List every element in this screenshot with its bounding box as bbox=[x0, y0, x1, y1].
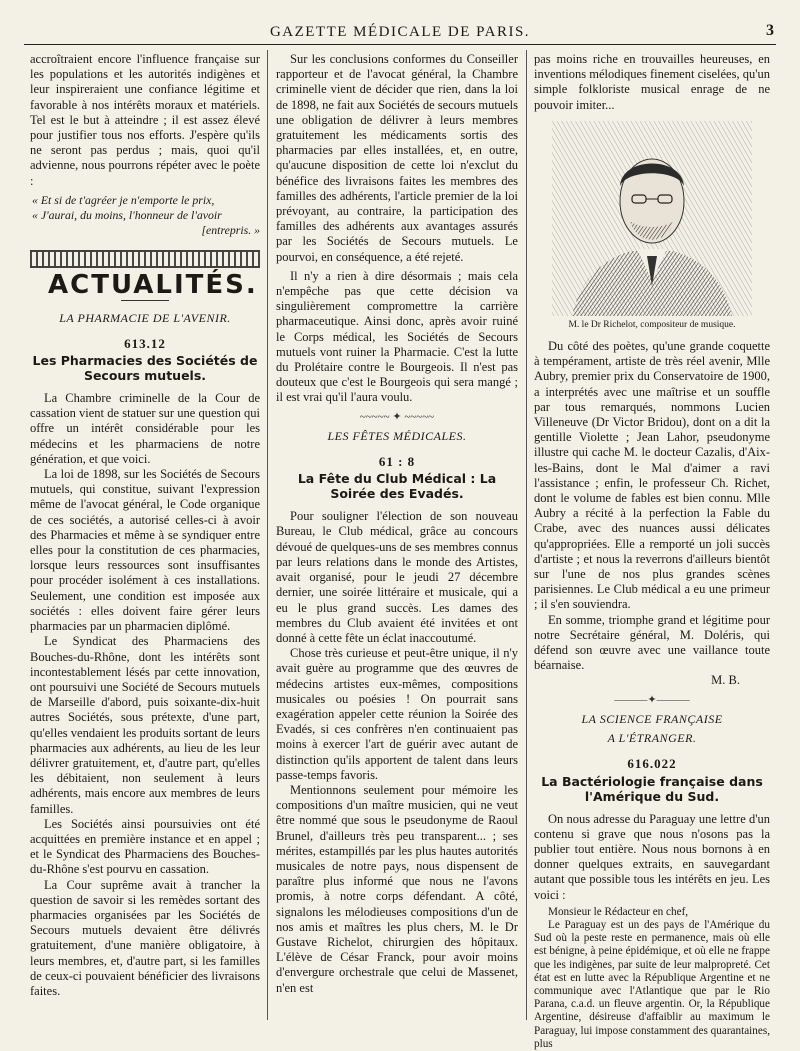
poem-line: « J'aurai, du moins, l'honneur de l'avoir bbox=[32, 208, 222, 223]
poem-line: [entrepris. » bbox=[201, 223, 260, 238]
divider-ornament: ~~~~~ ✦ ~~~~~ bbox=[359, 410, 435, 423]
column-divider bbox=[526, 50, 527, 1020]
portrait-caption: M. le Dr Richelot, compositeur de musique. bbox=[568, 319, 736, 330]
paragraph: pas moins riche en trouvailles heureuses, en inventions mélodiques finement ciselées, qu'un simple folkloriste musical enrage de ne pouvoir imiter... bbox=[534, 52, 770, 112]
signature: M. B. bbox=[711, 673, 740, 688]
section-title: LES FÊTES MÉDICALES. bbox=[327, 428, 467, 443]
column-3 bbox=[534, 52, 770, 1051]
paragraph: La loi de 1898, sur les Sociétés de Secours mutuels, qui constitue, suivant l'expression même de l'avocat général, le Code organique de ces sociétés, a autorisé celles-ci à avoir des Pharmacies et même à se syndiquer entre elles pour la constitution de ces pharmacies, lorsque leurs ressources sont insuffisantes pour procéder isolément à ces installations. Seulement, une condition est imposée aux sociétés : elles doivent faire gérer leurs pharmacies par un pharmacien diplômé. bbox=[30, 467, 260, 634]
header-rule bbox=[24, 44, 776, 45]
paragraph: On nous adresse du Paraguay une lettre d'un contenu si grave que nous n'osons pas la publier tout entière. Nous nous bornons à en donner quelques extraits, en sauvegardant autant que possible tous les intérêts en jeu. Les voici : bbox=[534, 811, 770, 902]
section-title: LA PHARMACIE DE L'AVENIR. bbox=[59, 310, 231, 325]
section-title-line: A L'ÉTRANGER. bbox=[607, 731, 697, 746]
article-number: 616.022 bbox=[627, 756, 677, 772]
paragraph: accroîtraient encore l'influence française sur les populations et les autorités indigènes et leur inspireraient une confiance légitime et favorable à nos intérêts moraux et matériels. Tel est le but à atteindre ; il est assez élevé pour justifier tous nos efforts. J'espère qu'ils ne seront pas perdus ; mais, quoi qu'il advienne, nous pourrons répéter avec le poète : bbox=[30, 52, 260, 188]
column-1 bbox=[30, 52, 260, 999]
article-number: 613.12 bbox=[124, 335, 166, 351]
letter-body: Le Paraguay est un des pays de l'Amérique du Sud où la peste reste en permanence, mais où elle est bénigne, à peine épidémique, et où elle ne frappe que les indigènes, par suite de leur malpropreté. Cet état est en lutte avec la République Argentine et ne communique avec l'Atlantique que par le Rio Parana, c.a.d. un fleuve argentin. Or, la République Argentine, désireuse d'affaiblir au maximum le Paraguay, lui impose constamment des quarantaines, plus bbox=[534, 918, 770, 1050]
journal-title: GAZETTE MÉDICALE DE PARIS. bbox=[269, 24, 531, 40]
page-header bbox=[20, 22, 780, 46]
paragraph: Le Syndicat des Pharmaciens des Bouches-du-Rhône, dont les intérêts sont incontestablement lésés par cette innovation, ont poursuivi une Société de Secours mutuels de Marseille d'abord, puis soixante-dix-huit autres Sociétés, sous prétexte, d'une part, qu'elles vendaient les produits sortant de leurs pharmacies aux adhérents, au lieu de les leur délivrer gratuitement, et, d'autre part, qu'elles les débitaient, non seulement à leurs adhérents, mais encore aux membres de leurs familles. bbox=[30, 634, 260, 816]
paragraph: En somme, triomphe grand et légitime pour notre Secrétaire général, M. Doléris, qui défend son œuvre avec une vaillance toute béarnaise. bbox=[534, 612, 770, 673]
portrait-engraving bbox=[552, 121, 752, 316]
paragraph: La Chambre criminelle de la Cour de cassation vient de statuer sur une question qui offre un intérêt considérable pour les médecins et les pharmaciens de notre génération, et que voici. bbox=[30, 391, 260, 466]
section-title-line: LA SCIENCE FRANÇAISE bbox=[581, 711, 723, 726]
article-headline: La Bactériologie française dans l'Amérique du Sud. bbox=[541, 773, 763, 804]
paragraph: Mentionnons seulement pour mémoire les compositions d'un maître musicien, qui ne veut être nommé que sous le pseudonyme de Raoul Brunel, d'ailleurs très peu transparent... ; ses mérites, estampillés par les plus hautes autorités musicales de notre pays, nous dispensent de paraître plus informé que nous ne l'avons promis, à notre corps défendant. A côté, signalons les mélodieuses compositions d'un de nos amis et maîtres les plus chers, M. le Dr Gustave Richelot, chirurgien des hôpitaux. L'élève de César Franck, pour avoir moins d'envergure orchestrale que celui de Massenet, n'en est bbox=[276, 782, 518, 995]
paragraph: Chose très curieuse et peut-être unique, il n'y avait guère au programme que des œuvres de médecins artistes eux-mêmes, compositions musicales ou poésies ! On pourrait sans exagération appeler cette réunion la Soirée des Evadés, si ces confrères n'en continuaient pas moins à exercer l'art de guérir avec autant de distinction qu'ils apportent de talent dans leurs passe-temps favoris. bbox=[276, 646, 518, 782]
paragraph: Du côté des poètes, qu'une grande coquette à tempérament, artiste de très réel avenir, Mlle Aubry, premier prix du Conservatoire de 1900, a interprétés avec une maîtrise et un souffle par tous remarqués, nommons Lucien Villeneuve (Dr Victor Bridou), dont on a dit la gentille Violette ; Jean Lahor, pseudonyme illustre qui cache M. le docteur Cazalis, d'Aix-les-Bains, dont le Mal d'aimer a ravi l'assistance ; enfin, le professeur Ch. Richet, dont le volume de fables est bien connu. Mlle Aubry a récité à la perfection la Fable du Crabe, avec des nuances aussi délicates qu'appropriées. Elle a remporté un joli succès d'artiste ; et nous la reverrons d'ailleurs bientôt sur l'une de nos plus grandes scènes parisiennes. Le Club médical a eu une primeur ; il s'en souviendra. bbox=[534, 339, 770, 612]
ornamental-border bbox=[30, 250, 260, 268]
article-headline: Les Pharmacies des Sociétés de Secours mutuels. bbox=[32, 353, 258, 384]
article-number: 61 : 8 bbox=[378, 454, 416, 470]
section-banner: ACTUALITÉS. bbox=[48, 270, 258, 301]
paragraph: La Cour suprême avait à trancher la question de savoir si les remèdes sortant des pharmacies organisées par les Sociétés de Secours mutuels devaient être délivrés gratuitement, d'une manière obligatoire, à leurs membres, et, d'autre part, si les familles de ceux-ci pouvaient bénéficier des livraisons faites. bbox=[30, 877, 260, 998]
poem-line: « Et si de t'agréer je n'emporte le prix, bbox=[32, 192, 215, 207]
paragraph: Sur les conclusions conformes du Conseiller rapporteur et de l'avocat général, la Chambre criminelle vient de décider que rien, dans la loi de 1898, ne fait aux Sociétés de secours mutuels une obligation de délivrer à leurs membres gratuitement les médicaments sortis des pharmacies par elles installées, et, en outre, qu'aucune disposition de cette loi n'exclut du bénéfice des livraisons faites les membres des familles des adhérents, l'article premier de la loi prévoyant, au contraire, la participation des familles des adhérents aux avantages assurés par les Sociétés de Secours mutuels. Le pourvoi, en conséquence, a été rejeté. bbox=[276, 52, 518, 264]
paragraph: Pour souligner l'élection de son nouveau Bureau, le Club médical, grâce au concours dévoué de quelques-uns de ses membres connus par leurs relations dans le monde des Artistes, avait organisé, pour le jeudi 27 décembre dernier, une soirée littéraire et musicale, qui a eu le plus grand succès. Les dames des membres du Club avaient été invitées et ont donné à cette fête un éclat inaccoutumé. bbox=[276, 509, 518, 645]
article-headline: La Fête du Club Médical : La Soirée des Evadés. bbox=[297, 471, 497, 502]
page-number: 3 bbox=[766, 22, 774, 39]
letter-salutation: Monsieur le Rédacteur en chef, bbox=[548, 905, 689, 918]
poem-quote bbox=[32, 193, 260, 239]
column-divider bbox=[267, 50, 268, 1020]
paragraph: Il n'y a rien à dire désormais ; mais cela n'empêche pas que cette décision va singulièrement compromettre la carrière pharmaceutique. Ainsi donc, après avoir ruiné le Corps médical, les Sociétés de Secours mutuels vont ruiner la Pharmacie. C'est la lutte du Prolétaire contre le Bourgeois. Il n'est pas douteux que c'est le Bourgeois qui sera mangé ; il est vrai qu'il l'aura voulu. bbox=[276, 268, 518, 405]
divider-ornament: ———✦——— bbox=[614, 693, 690, 706]
paragraph: Les Sociétés ainsi poursuivies ont été acquittées en première instance et en appel ; et le Syndicat des Pharmaciens des Bouches-du-Rhône s'est pourvu en cassation. bbox=[30, 816, 260, 877]
column-2 bbox=[276, 52, 518, 996]
